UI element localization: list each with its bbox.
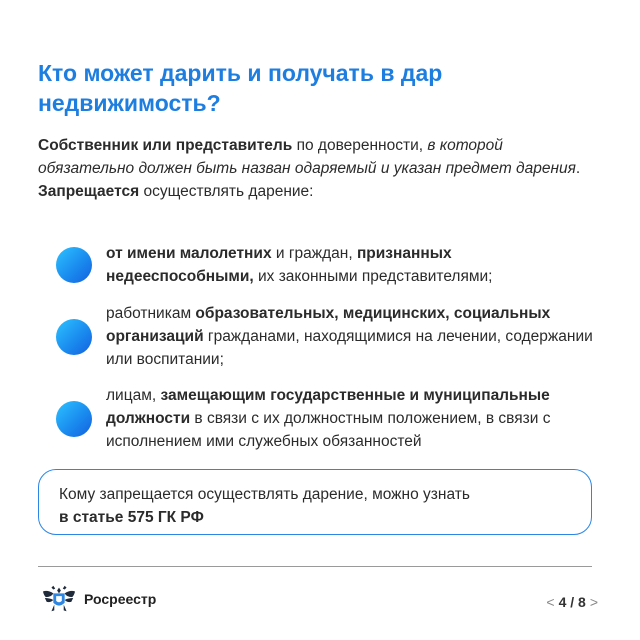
article-callout — [38, 469, 592, 535]
list-item — [56, 384, 596, 453]
list-item — [56, 242, 596, 288]
intro-text — [38, 134, 598, 203]
chevron-left-icon[interactable]: < — [546, 594, 555, 610]
intro-owner-bold: Собственник или представитель — [38, 137, 293, 154]
list-item-normal: в связи с их должностным положением, в связи с исполнением ими служебных обязанностей — [106, 410, 551, 450]
callout-article: в статье 575 ГК РФ — [59, 509, 204, 526]
intro-normal: по доверенности, — [292, 137, 428, 154]
brand-name: Росреестр — [84, 591, 157, 607]
list-item-normal: работникам — [106, 305, 196, 322]
pager — [546, 594, 598, 610]
intro-prohibited-text: осуществлять дарение: — [139, 183, 314, 200]
list-item-text — [106, 384, 596, 453]
list-item-text — [106, 302, 596, 371]
list-item-normal: лицам, — [106, 387, 161, 404]
intro-end: . — [575, 160, 581, 177]
list-item-bold: замещающим государственные и муниципальные должности — [106, 387, 550, 427]
gradient-circle-bullet-icon — [56, 401, 92, 437]
list-item-bold: от имени малолетних — [106, 245, 272, 262]
list-item-normal: их законными представителями; — [253, 268, 493, 285]
gradient-circle-bullet-icon — [56, 247, 92, 283]
page-indicator: 4 / 8 — [558, 594, 586, 610]
double-headed-eagle-emblem-icon — [40, 582, 78, 616]
list-item-normal: и граждан, — [271, 245, 357, 262]
list-item — [56, 302, 596, 371]
list-item-bold: признанных недееспособными, — [106, 245, 452, 285]
page-title: Кто может дарить и получать в дар недвижимость? — [38, 60, 443, 116]
chevron-right-icon[interactable]: > — [589, 594, 598, 610]
gradient-circle-bullet-icon — [56, 319, 92, 355]
intro-prohibited-bold: Запрещается — [38, 183, 140, 200]
list-item-normal: гражданами, находящимися на лечении, содержании или воспитании; — [106, 328, 593, 368]
intro-italic: в которой обязательно должен быть назван одаряемый и указан предмет дарения — [38, 137, 576, 177]
callout-text: Кому запрещается осуществлять дарение, можно узнать — [59, 486, 470, 503]
list-item-bold: образовательных, медицинских, социальных организаций — [106, 305, 551, 345]
rosreestr-logo — [40, 582, 156, 616]
footer-divider — [38, 566, 592, 567]
list-item-text — [106, 242, 596, 288]
